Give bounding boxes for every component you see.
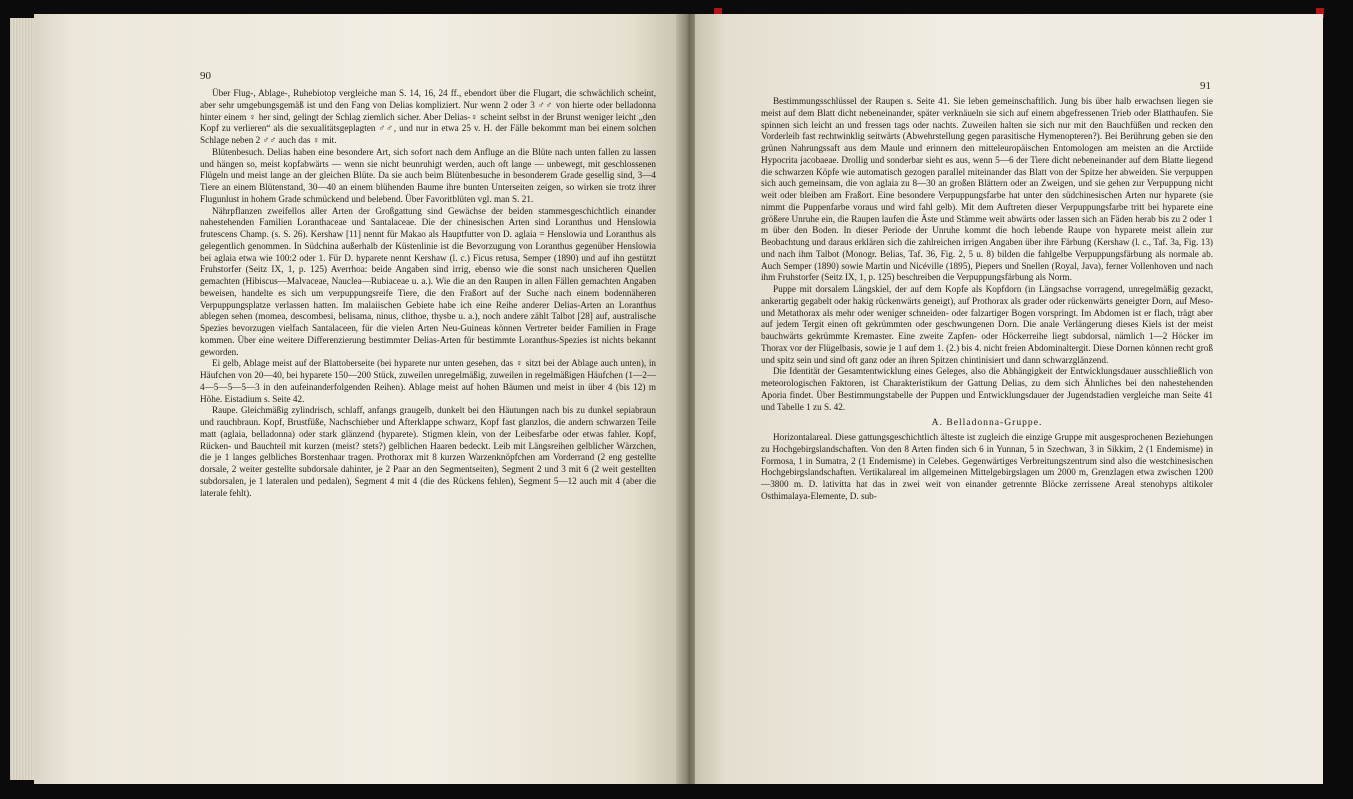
right-text-column (761, 96, 1213, 503)
section-heading: A. Belladonna-Gruppe. (931, 417, 1043, 429)
page-number-right: 91 (1200, 80, 1211, 92)
paragraph: Bestimmungsschlüssel der Raupen s. Seite 41. Sie leben gemeinschaftlich. Jung bis über halb erwachsen liegen sie meist auf dem Blatt dicht nebeneinander, später verknäueln sie sich auf einem abgefressenen Trieb oder Blatthaufen. Sie spinnen sich leicht an und fressen tags oder nachts. Zuweilen halten sie sich nur mit den Bauchfüßen und recken den Vorderleib fast rechtwinklig seitwärts (Abwehrstellung gegen parasitische Hymenopteren?). Bei Berührung geben sie den grünen Nahrungssaft aus dem Maule und erinnern den mitteleuropäischen Entomologen am meisten an die Arctiide Hypocrita jacobaeae. Drollig und sonderbar sieht es aus, wenn 5—6 der Tiere dicht nebeneinander auf dem Blatte liegend die schwarzen Köpfe wie automatisch gezogen parallel miteinander das Blatt von der Spitze her abweiden. Sie verpuppen sich auch gemeinsam, die von aglaia zu 8—30 an großen Blättern oder an Zweigen, und sie gehen zur Verpuppung nicht weit oder bleiben am Fraßort. Eine besondere Verpuppungsfarbe hat unter den südchinesischen Arten nur hyparete (sie nimmt die Puppenfarbe voraus und wird fahl gelb). Mit dem Auftreten dieser Verpuppungsfarbe tritt bei hyparete eine größere Unruhe ein, die Raupen laufen die Äste und Stämme weit abwärts oder lassen sich an Fäden herab bis zu 2 oder 1 m über den Boden. In dieser Periode der Unruhe kommt die hoch lebende Raupe von hyparete meist allein zur Beobachtung und daraus erklären sich die zahlreichen irrigen Angaben über ihre Färbung (Kershaw (l. c., Taf. 3a, Fig. 13) und nach ihm Talbot (Monogr. Belias, Taf. 36, Fig. 2, 5 u. 8) bilden die fahlgelbe Verpuppungsfärbung als normale ab. Auch Semper (1890) sowie Martin und Nicéville (1895), Piepers und Snellen (Royal, Java), ferner Vollenhoven und nach ihm Fruhstorfer (Seitz IX, 1, p. 125) beschreiben die Verpuppungsfärbung als Norm. (761, 96, 1213, 283)
paragraph: Ei gelb, Ablage meist auf der Blattoberseite (bei hyparete nur unten gesehen, das ♀ sitzt bei der Ablage auch unten), in Häufchen von 20—40, bei hyparete 150—200 Stück, zuweilen unregelmäßig, zuweilen in regelmäßigen Häufchen (1—2—4—5—5—5—3 in den aufeinanderfolgenden Reihen). Ablage meist auf hohen Bäumen und meist in über 4 (bis 12) m Höhe. Eistadium s. Seite 42. (200, 358, 656, 404)
left-page (34, 14, 680, 784)
page-edges (10, 18, 36, 780)
paragraph: Raupe. Gleichmäßig zylindrisch, schlaff, anfangs graugelb, dunkelt bei den Häutungen nach bis zu dunkel sepiabraun und rauchbraun. Kopf, Brustfüße, Nachschieber und Afterklappe schwarz, Kopf fast glanzlos, die andern schwarzen Teile matt (aglaia, belladonna) oder stark glänzend (hyparete). Stigmen klein, von der Leibesfarbe oder etwas fahler. Kopf, Rücken- und Bauchteil mit kurzen (meist? stets?) gelblichen Haaren bedeckt. Leib mit Längsreihen gelblicher Wärzchen, die je 1 langes gelbliches Borstenhaar tragen. Prothorax mit 8 kurzen Warzenknöpfchen am Vorderrand (2 eng gestellte dorsale, 2 weiter gestellte subdorsale dahinter, je 2 Paar an den Segmentseiten), Segment 2 und 3 mit 6 (2 weit gestellten subdorsalen, je 1 lateralen und pedalen), Segment 4 mit 4 (die des Rückens fehlen), Segment 5—12 auch mit 4 (aber die laterale fehlt). (200, 405, 656, 498)
paragraph: Über Flug-, Ablage-, Ruhebiotop vergleiche man S. 14, 16, 24 ff., ebendort über die Flugart, die schwächlich scheint, aber sehr umgebungsgemäß ist und den Fang von Delias kompliziert. Nur wenn 2 oder 3 ♂♂ von hierte oder belladonna hinter einem ♀ her sind, gelingt der Schlag ziemlich sicher. Aber Delias-♀ scheint selbst in der Brunst weniger leicht „den Kopf zu verlieren“ als die sexualitätsgeplagten ♂♂, und nur in etwa 25 v. H. der Fälle bekommt man bei einem solchen Schlage neben 2 ♂♂ auch das ♀ mit. (200, 88, 656, 145)
paragraph: Puppe mit dorsalem Längskiel, der auf dem Kopfe als Kopfdorn (in Längsachse vorragend, unregelmäßig gezackt, ankerartig gegabelt oder hakig rückenwärts geneigt), auf Prothorax als grader oder rückenwärts geneigter Dorn, auf Meso- und Metathorax als mehr oder weniger schneiden- oder falzartiger Bogen vorspringt. Im Abdomen ist er flach, trägt aber auf jedem Tergit einen oft gekrümmten oder geschwungenen Dorn. Die anale Verlängerung dieses Kiels ist der meist bauchwärts gekrümmte Kremaster. Eine zweite Zapfen- oder Höckerreihe liegt subdorsal, nämlich 1—2 Höcker im Thorax vor der Flügelbasis, sowie je 1 auf dem 1. (2.) bis 4. nicht freien Abdominaltergit. Diese Dornen können recht groß und spitz sein und sind oft ganz oder an ihren Spitzen chintinisiert und dann schwarzglänzend. (761, 284, 1213, 365)
right-page (695, 14, 1323, 784)
page-number-left: 90 (200, 70, 211, 82)
paragraph: Die Identität der Gesamtentwicklung eines Geleges, also die Abhängigkeit der Entwicklungsdauer ausschließlich von meteorologischen Faktoren, ist Charakteristikum der Gattung Delias, zu dem sich Ähnliches bei den nahestehenden Aporia findet. Über Bestimmungstabelle der Puppen und Entwicklungsdauer der Jugendstadien vergleiche man Seite 41 und Tabelle 1 zu S. 42. (761, 366, 1213, 412)
left-text-column (200, 88, 656, 499)
paragraph: Blütenbesuch. Delias haben eine besondere Art, sich sofort nach dem Anfluge an die Blüte nach unten fallen zu lassen und hängen so, meist kopfabwärts — wenn sie nicht beunruhigt werden, auch oft lange — unbewegt, mit geschlossenen Flügeln und meist lange an der gleichen Blüte. Da sie auch beim Blütenbesuche in besonderem Grade gesellig sind, 3—4 Tiere an einem Blütenstand, 30—40 an einem blühenden Baume ihre bunten Unterseiten zeigen, so wirken sie trotz ihrer Flugunlust in hohem Grade schmückend und belebend. Über Favoritblüten vgl. man S. 21. (200, 146, 656, 204)
paragraph: Horizontalareal. Diese gattungsgeschichtlich älteste ist zugleich die einzige Gruppe mit ausgesprochenen Beziehungen zu Hochgebirgslandschaften. Von den 8 Arten finden sich 6 in Yunnan, 5 in Szechwan, 3 in Sikkim, 2 (1 Endemisme) in Formosa, 1 in Sumatra, 2 (1 Endemisme) in Celebes. Gegenwärtiges Verbreitungszentrum sind also die westchinesischen Hochgebirgslandschaften. Vertikalareal im allgemeinen Mittelgebirgslagen um 2000 m, Grenzlagen etwa zwischen 1200—3800 m. D. lativitta hat das in zwei weit von einander getrennte Blöcke zerrissene Areal stenohyps altikoler Osthimalaya-Elemente, D. sub- (761, 432, 1213, 501)
paragraph: Nährpflanzen zweifellos aller Arten der Großgattung sind Gewächse der beiden stammesgeschichtlich einander nahestehenden Familien Loranthaceae und Santalaceae. Die der chinesischen Arten sind Loranthus und Henslowia frutescens Champ. (s. S. 26). Kershaw [11] nennt für Makao als Hauptfutter von D. aglaia = Henslowia und Loranthus als gelegentlich genommen. In Südchina außerhalb der Küstenlinie ist die Bevorzugung von Loranthus gegenüber Henslowia bei aglaia etwa wie 100:2 oder 1. Für D. hyparete nennt Kershaw (l. c.) Ficus retusa, Semper (1890) und auf ihn gestützt Fruhstorfer (Seitz IX, 1, p. 125) Averrhoa: beide Angaben sind irrig, ebenso wie die sonst nach unsicheren Quellen gemachten (Hibiscus—Malvaceae, Nauclea—Rubiaceae u. a.). Wie die an den Raupen in allen Fällen gemachten Angaben beweisen, handelte es sich um verpuppungsreife Tiere, die den Fraßort auf der Suche nach einem bodennäheren Verpuppungsplatze verlassen hatten. Im malaiischen Gebiete habe ich eine Reihe anderer Delias-Arten an Loranthus ablegen sehen (momea, descombesi, belisama, ninus, clithoe, thysbe u. a.), noch andere zählt Talbot [28] auf, australische Spezies bevorzugen vielfach Santalaceen, für die vielen Arten Neu-Guineas können Vertreter beider Familien in Frage kommen. Über eine weitere Differenzierung bestimmter Delias-Arten für bestimmte Loranthus-Spezies ist nichts bekannt geworden. (200, 205, 656, 357)
